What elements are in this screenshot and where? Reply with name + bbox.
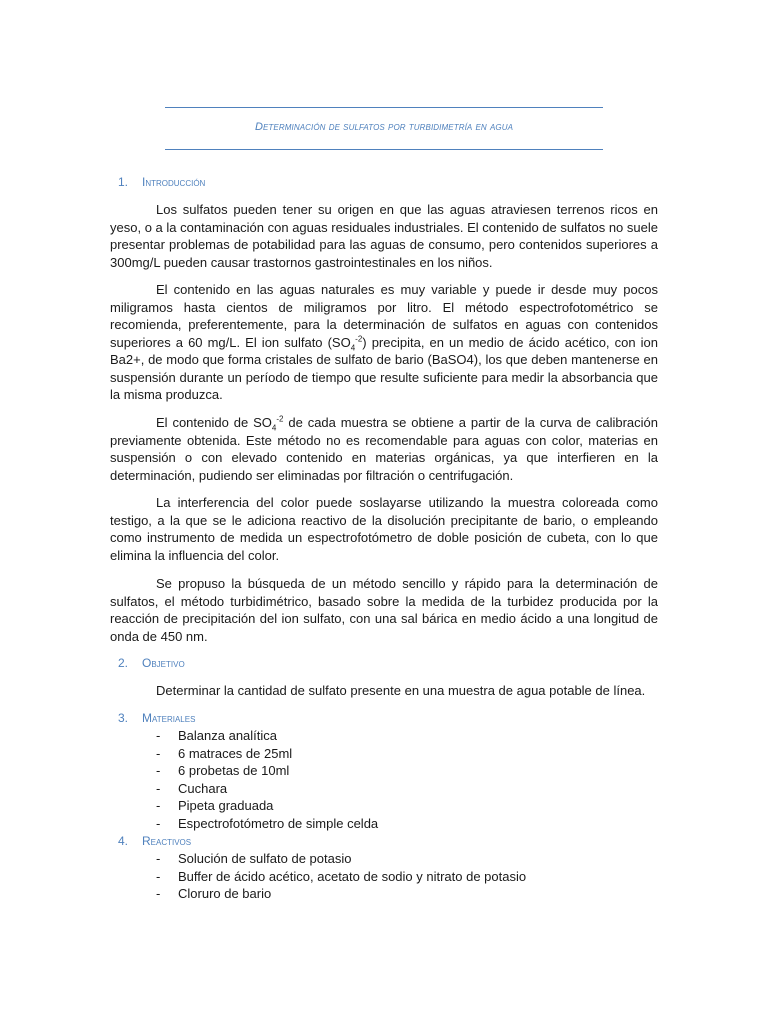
- section-number: 3.: [118, 711, 129, 725]
- list-item: [156, 727, 378, 745]
- intro-paragraph-5: Se propuso la búsqueda de un método sencillo y rápido para la determinación de sulfatos, el método turbidimétrico, basado sobre la medida de la turbidez producida por la reacción de precipitación del ion sulfato, con una sal bárica en medio ácido a una longitud de onda de 450 nm.: [110, 576, 658, 644]
- list-item: [156, 745, 378, 763]
- section-title: Reactivos: [142, 834, 192, 848]
- section-number: 2.: [118, 656, 129, 670]
- section-heading-reactivos: [118, 834, 191, 848]
- objective-text: Determinar la cantidad de sulfato presente en una muestra de agua potable de línea.: [156, 683, 646, 698]
- title-rule-bottom: [165, 149, 603, 150]
- section-title: Materiales: [142, 711, 196, 725]
- intro-paragraph-1: Los sulfatos pueden tener su origen en que las aguas atraviesen terrenos ricos en yeso, o a la contaminación con aguas residuales industriales. El contenido de sulfatos no suele presentar problemas de potabilidad para las aguas de consumo, pero contenidos superiores a 300mg/L pueden causar trastornos gastrointestinales en los niños.: [110, 202, 658, 270]
- section-heading-materiales: [118, 711, 195, 725]
- bullet-dash: -: [156, 886, 161, 902]
- list-item-text: Balanza analítica: [178, 728, 278, 743]
- list-item-text: 6 probetas de 10ml: [178, 763, 290, 779]
- intro-paragraph-4: La interferencia del color puede soslayarse utilizando la muestra coloreada como testigo, a la que se le adiciona reactivo de la disolución precipitante de bario, o empleando como instrumento de medida un espectrofotómetro de doble posición de cubeta, con lo que elimina la influencia del color.: [110, 495, 658, 563]
- bullet-dash: -: [156, 728, 161, 743]
- subscript: 4: [271, 423, 277, 433]
- list-item: [156, 797, 378, 815]
- paragraph-text: de cada muestra se obtiene a partir de la curva de calibración previamente obtenida. Este método no es recomendable para aguas con color, materias en suspensión o con elevado contenido en materias orgánicas, ya que interfieren en la determinación, pudiendo ser eliminadas por filtración o centrifugación.: [110, 415, 658, 483]
- section-title: Introducción: [142, 175, 206, 189]
- bullet-dash: -: [156, 763, 161, 779]
- bullet-dash: -: [156, 868, 161, 884]
- section-heading-objetivo: [118, 656, 185, 670]
- intro-paragraph-2: [110, 281, 658, 404]
- paragraph-text: ) precipita, en un medio de ácido acético, con ion Ba2+, de modo que forma cristales de sulfato de bario (BaSO4), los que deben mantenerse en suspensión durante un período de tiempo que resulte suficiente para medir la absorbancia que la misma produzca.: [110, 334, 658, 402]
- superscript: -2: [276, 414, 284, 424]
- paragraph-text: El contenido en las aguas naturales es muy variable y puede ir desde muy pocos miligramos hasta cientos de miligramos por litro. El método espectrofotométrico se recomienda, preferentemente, para la determinación de sulfatos en aguas con contenidos superiores a 60 mg/L. El ion sulfato (SO: [110, 282, 658, 350]
- section-title: Objetivo: [142, 656, 185, 670]
- bullet-dash: -: [156, 745, 161, 761]
- list-item: [156, 762, 378, 780]
- list-item-text: Solución de sulfato de potasio: [178, 851, 352, 866]
- materials-list: [156, 727, 378, 833]
- list-item: [156, 780, 378, 798]
- bullet-dash: -: [156, 815, 161, 831]
- document-title: Determinación de sulfatos por turbidimetría en agua: [254, 121, 514, 133]
- list-item-text: Espectrofotómetro de simple celda: [178, 815, 379, 831]
- bullet-dash: -: [156, 780, 161, 796]
- title-rule-top: [165, 107, 603, 108]
- list-item: [156, 815, 378, 833]
- list-item-text: Cloruro de bario: [178, 886, 272, 902]
- section-number: 1.: [118, 175, 129, 189]
- list-item-text: Pipeta graduada: [178, 798, 274, 814]
- subscript: 4: [350, 343, 356, 353]
- bullet-dash: -: [156, 851, 161, 866]
- paragraph-text: El contenido de SO: [156, 415, 272, 430]
- list-item-text: Cuchara: [178, 780, 228, 796]
- bullet-dash: -: [156, 798, 161, 814]
- reagents-list: [156, 850, 526, 903]
- intro-paragraph-3: [110, 414, 658, 484]
- section-heading-introduccion: [118, 175, 205, 189]
- section-number: 4.: [118, 834, 129, 848]
- list-item-text: Buffer de ácido acético, acetato de sodio y nitrato de potasio: [178, 868, 527, 884]
- list-item: [156, 850, 526, 868]
- list-item: [156, 868, 526, 886]
- list-item: [156, 885, 526, 903]
- superscript: -2: [355, 334, 363, 344]
- list-item-text: 6 matraces de 25ml: [178, 745, 293, 761]
